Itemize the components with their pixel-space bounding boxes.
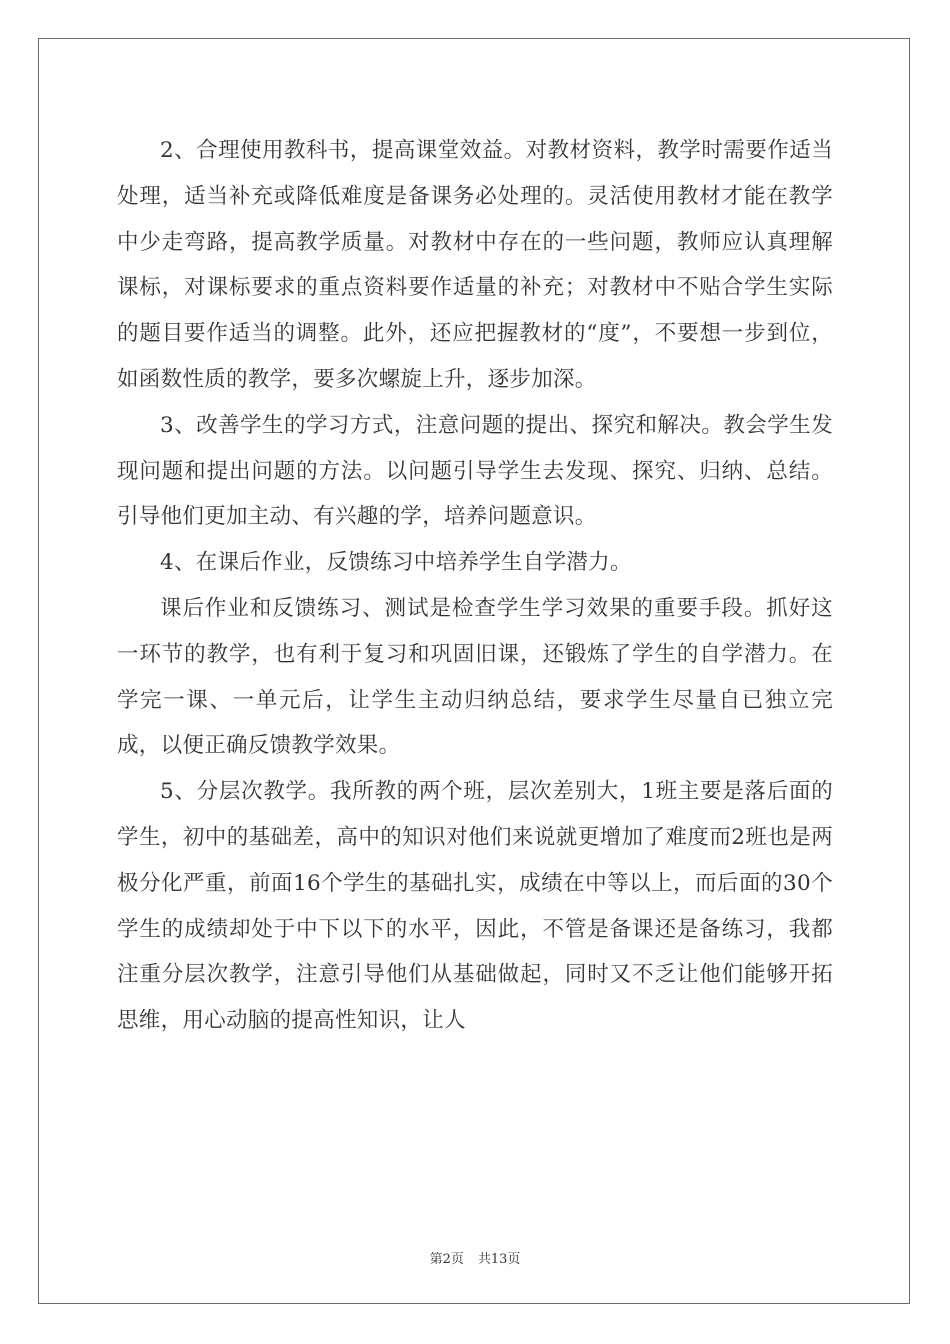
paragraph: 5、分层次教学。我所教的两个班，层次差别大，1班主要是落后面的学生，初中的基础差，高中的知识对他们来说就更增加了难度而2班也是两极分化严重，前面16个学生的基础扎实，成绩在中等以上，而后面的30个学生的成绩却处于中下以下的水平，因此，不管是备课还是备练习，我都注重分层次教学，注意引导他们从基础做起，同时又不乏让他们能够开拓思维，用心动脑的提高性知识，让人 — [117, 779, 833, 1034]
page-number: 第2页 — [429, 1252, 464, 1267]
paragraph: 课后作业和反馈练习、测试是检查学生学习效果的重要手段。抓好这一环节的教学，也有利于复习和巩固旧课，还锻炼了学生的自学潜力。在学完一课、一单元后，让学生主动归纳总结，要求学生尽量自已独立完成，以便正确反馈教学效果。 — [117, 595, 833, 759]
document-body — [117, 128, 833, 1044]
page-footer — [0, 1248, 950, 1267]
paragraph: 2、合理使用教科书，提高课堂效益。对教材资料，教学时需要作适当处理，适当补充或降低难度是备课务必处理的。灵活使用教材才能在教学中少走弯路，提高教学质量。对教材中存在的一些问题，教师应认真理解课标，对课标要求的重点资料要作适量的补充；对教材中不贴合学生实际的题目要作适当的调整。此外，还应把握教材的“度”，不要想一步到位，如函数性质的教学，要多次螺旋上升，逐步加深。 — [117, 138, 833, 392]
paragraph: 3、改善学生的学习方式，注意问题的提出、探究和解决。教会学生发现问题和提出问题的方法。以问题引导学生去发现、探究、归纳、总结。引导他们更加主动、有兴趣的学，培养问题意识。 — [117, 412, 833, 530]
paragraph: 4、在课后作业，反馈练习中培养学生自学潜力。 — [160, 550, 632, 576]
page-total: 共13页 — [477, 1252, 521, 1267]
